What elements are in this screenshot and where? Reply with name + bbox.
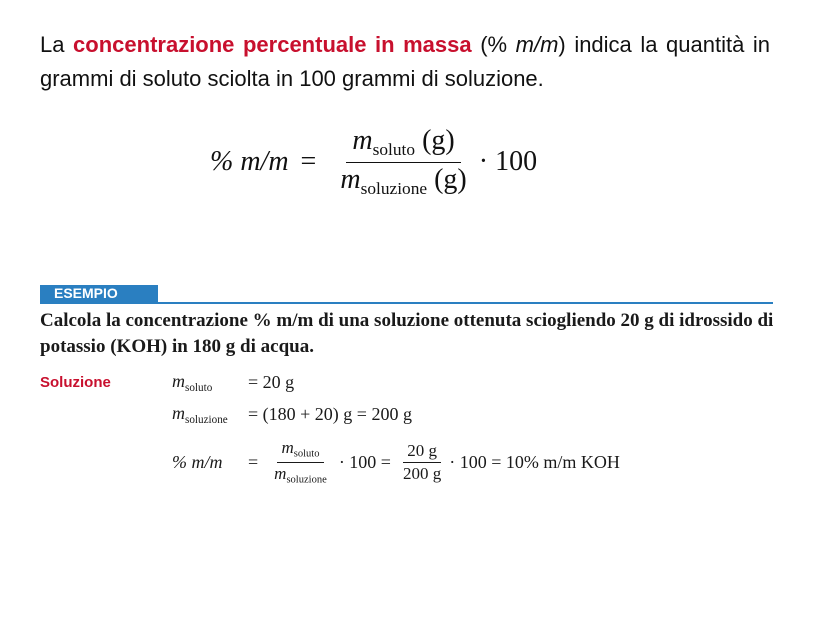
line3-tail: · 100 = 10% m/m KOH	[449, 451, 620, 472]
f1-den-sub: soluzione	[286, 474, 327, 486]
intro-highlight: concentrazione percentuale in massa	[73, 32, 472, 57]
f1-num-sub: soluto	[293, 448, 320, 460]
solution-label: Soluzione	[40, 374, 111, 391]
example-badge: ESEMPIO	[40, 285, 158, 302]
intro-unit-close: )	[558, 32, 566, 57]
formula-lhs: % m/m	[210, 146, 289, 177]
line3-mid: · 100 =	[338, 451, 391, 472]
intro-unit-mm: m/m	[515, 32, 559, 57]
solution-line-1	[172, 371, 294, 394]
line2-lhs	[172, 403, 248, 426]
den-var: m	[340, 163, 361, 195]
line1-sub: soluto	[185, 381, 213, 394]
formula-fraction	[334, 126, 472, 197]
line1-rhs: = 20 g	[248, 371, 295, 392]
den-sub: soluzione	[360, 178, 428, 198]
intro-unit-open: (%	[480, 32, 516, 57]
line3-eq1: =	[248, 451, 259, 472]
solution-line-2	[172, 403, 412, 426]
example-question: Calcola la concentrazione % m/m di una soluzione ottenuta sciogliendo 20 g di idrossido di potassio (KOH) in 180 g di acqua.	[40, 310, 774, 357]
formula-denominator	[334, 163, 472, 198]
line3-lhs: % m/m	[172, 451, 223, 472]
num-sub: soluto	[372, 140, 416, 160]
line3-f2-num: 20 g	[403, 441, 441, 463]
f1-den-var: m	[274, 463, 287, 483]
main-formula	[210, 125, 537, 199]
intro-paragraph	[40, 28, 770, 96]
example-header	[40, 285, 773, 304]
num-unit: (g)	[422, 125, 455, 157]
intro-rest: indica la quantità in grammi di soluto sciolta in 100 grammi di soluzione.	[40, 32, 770, 91]
intro-lead: La	[40, 32, 65, 57]
line2-sub: soluzione	[185, 413, 228, 426]
formula-numerator	[346, 126, 460, 162]
den-unit: (g)	[434, 163, 467, 195]
line3-fraction-1	[270, 438, 331, 487]
line3-f1-den	[270, 463, 331, 487]
line1-var: m	[172, 371, 185, 391]
line3-fraction-2	[399, 441, 445, 483]
formula-times: · 100	[478, 146, 538, 177]
formula-equals: =	[300, 146, 317, 177]
solution-line-3	[172, 438, 620, 487]
line3-f2-den: 200 g	[402, 463, 442, 483]
line2-rhs: = (180 + 20) g = 200 g	[248, 403, 412, 424]
line2-var: m	[172, 403, 185, 423]
f1-num-var: m	[281, 438, 294, 457]
line1-lhs	[172, 371, 248, 394]
num-var: m	[352, 125, 373, 157]
line3-f1-num	[277, 438, 323, 463]
